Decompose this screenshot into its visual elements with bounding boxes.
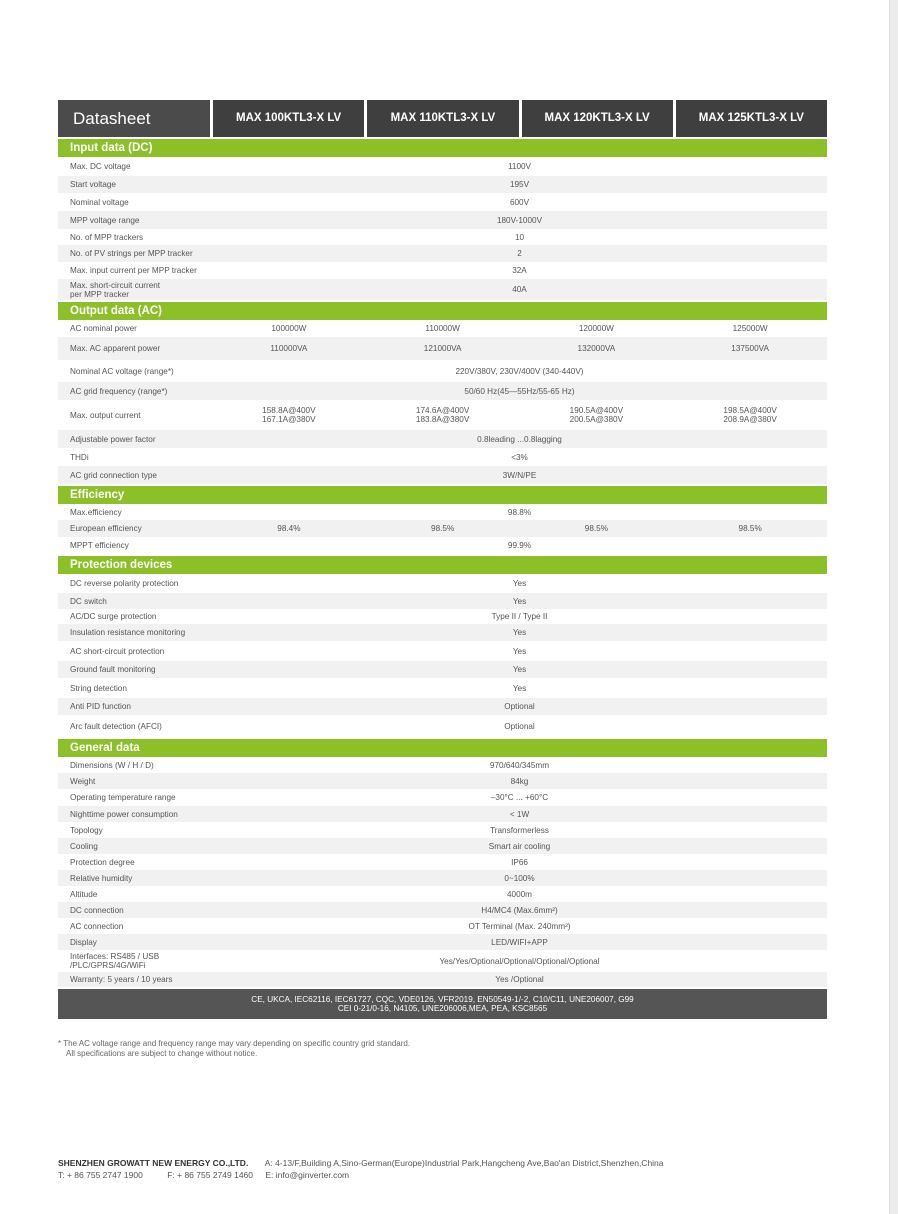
row-value-cell: 98.5% — [584, 524, 608, 533]
table-row — [58, 193, 827, 211]
row-label: AC grid connection type — [70, 470, 157, 480]
table-row — [58, 382, 827, 400]
row-value: Yes — [512, 596, 527, 606]
row-value: Yes — [512, 628, 527, 637]
table-row — [58, 678, 827, 698]
table-row — [58, 279, 827, 300]
datasheet-title: Datasheet — [58, 100, 210, 137]
table-row — [58, 609, 827, 624]
table-row — [58, 789, 827, 806]
table-row — [58, 320, 827, 337]
table-row — [58, 757, 827, 773]
row-label: No. of MPP trackers — [70, 232, 144, 242]
table-row — [58, 593, 827, 609]
table-row — [58, 773, 827, 789]
row-label: Arc fault detection (AFCI) — [70, 721, 162, 731]
footnote-line: All specifications are subject to change without notice. — [66, 1049, 258, 1058]
row-label: Nominal AC voltage (range*) — [70, 366, 174, 376]
row-label: Warranty: 5 years / 10 years — [70, 975, 173, 984]
row-value: OT Terminal (Max. 240mm²) — [468, 921, 571, 931]
row-label: THDi — [70, 452, 89, 462]
row-value-cell: 132000VA — [577, 344, 616, 353]
section-header: Protection devices — [58, 556, 827, 574]
row-value: 4000m — [506, 889, 533, 899]
row-value-cell: 174.6A@400V 183.8A@380V — [415, 406, 470, 424]
company-name: SHENZHEN GROWATT NEW ENERGY CO.,LTD. — [58, 1158, 249, 1168]
row-label: Nighttime power consumption — [70, 809, 178, 819]
row-label: Max. short-circuit current per MPP tracker — [70, 280, 161, 299]
table-header — [58, 100, 827, 137]
row-value: 2 — [517, 249, 522, 258]
footnote-line: * The AC voltage range and frequency range may vary depending on specific country grid standard. — [58, 1039, 411, 1048]
model-header: MAX 125KTL3-X LV — [676, 100, 827, 137]
row-value: 180V-1000V — [496, 215, 543, 225]
row-label: Altitude — [70, 889, 98, 899]
row-label: AC short-circuit protection — [70, 646, 165, 656]
spec-sections — [58, 139, 827, 987]
row-value: Yes — [512, 579, 527, 588]
table-row — [58, 854, 827, 870]
row-label: MPP voltage range — [70, 215, 140, 225]
company-phone: T: + 86 755 2747 1900 — [58, 1170, 143, 1180]
row-value: <3% — [511, 452, 528, 462]
row-value: H4/MC4 (Max.6mm²) — [481, 905, 558, 915]
table-row — [58, 870, 827, 886]
page-edge — [889, 0, 898, 1214]
row-value: 10 — [514, 232, 525, 242]
row-value-cell: 110000VA — [270, 344, 308, 353]
table-row — [58, 661, 827, 678]
row-label: AC connection — [70, 921, 124, 931]
row-value: 220V/380V, 230V/400V (340-440V) — [455, 366, 584, 376]
row-value: Yes/Yes/Optional/Optional/Optional/Optional — [439, 956, 600, 966]
section-header: Output data (AC) — [58, 302, 827, 320]
table-row — [58, 950, 827, 972]
row-label: Operating temperature range — [70, 793, 176, 802]
row-value: 40A — [512, 285, 527, 294]
row-value: Yes — [512, 665, 527, 674]
row-label: AC grid frequency (range*) — [70, 386, 168, 396]
table-row — [58, 400, 827, 430]
row-label: Weight — [70, 776, 96, 786]
row-label: Start voltage — [70, 180, 116, 189]
row-label: MPPT efficiency — [70, 541, 129, 550]
table-row — [58, 229, 827, 245]
row-label: Insulation resistance monitoring — [70, 628, 186, 637]
row-label: Cooling — [70, 841, 98, 851]
row-value: 0.8leading ...0.8lagging — [477, 434, 562, 444]
row-value: LED/WIFI+APP — [491, 937, 548, 947]
row-label: Protection degree — [70, 857, 135, 867]
row-label: AC nominal power — [70, 324, 137, 333]
table-row — [58, 360, 827, 382]
table-row — [58, 262, 827, 279]
row-value: Transformerless — [490, 825, 549, 835]
datasheet-table — [58, 100, 827, 1019]
table-row — [58, 641, 827, 661]
row-label: String detection — [70, 683, 127, 693]
model-header: MAX 110KTL3-X LV — [367, 100, 518, 137]
row-label: No. of PV strings per MPP tracker — [70, 249, 193, 258]
table-row — [58, 715, 827, 737]
row-label: AC/DC surge protection — [70, 612, 157, 621]
table-row — [58, 448, 827, 466]
row-value-cell: 125000W — [732, 324, 768, 333]
row-value: 32A — [512, 266, 527, 275]
table-row — [58, 157, 827, 176]
company-footer — [58, 1157, 664, 1181]
row-value: Yes — [512, 646, 527, 656]
table-row — [58, 624, 827, 641]
row-value-cell: 137500VA — [731, 344, 769, 353]
row-label: Max. input current per MPP tracker — [70, 266, 197, 275]
row-label: Nominal voltage — [70, 197, 129, 207]
table-row — [58, 466, 827, 484]
row-value-cell: 100000W — [271, 324, 307, 333]
row-value: 99.9% — [507, 541, 532, 550]
row-value: –30°C ... +60°C — [490, 793, 549, 802]
table-row — [58, 838, 827, 854]
row-label: Max. AC apparent power — [70, 344, 161, 353]
row-label: DC switch — [70, 596, 107, 606]
row-label: Adjustable power factor — [70, 434, 156, 444]
row-value: IP66 — [511, 857, 528, 867]
row-value-cell: 120000W — [578, 324, 614, 333]
table-row — [58, 430, 827, 448]
table-row — [58, 537, 827, 554]
table-row — [58, 698, 827, 715]
row-value: 98.8% — [507, 507, 532, 517]
row-value: 195V — [509, 180, 530, 189]
table-row — [58, 245, 827, 262]
row-label: Max.efficiency — [70, 507, 122, 517]
row-value-cell: 198.5A@400V 208.9A@380V — [723, 406, 777, 424]
row-value: Type II / Type II — [491, 612, 548, 621]
row-value: Optional — [504, 702, 535, 711]
row-value: 1100V — [507, 162, 532, 171]
row-label: Ground fault monitoring — [70, 665, 156, 674]
row-value-cell: 98.4% — [277, 524, 301, 533]
row-label: European efficiency — [70, 524, 142, 533]
table-row — [58, 822, 827, 838]
row-value: 3W/N/PE — [502, 470, 537, 480]
row-value: 84kg — [510, 776, 529, 786]
table-row — [58, 504, 827, 520]
row-value-cell: 98.5% — [738, 524, 762, 533]
row-value-cell: 190.5A@400V 200.5A@380V — [569, 406, 624, 424]
row-label: Display — [70, 937, 97, 947]
table-row — [58, 176, 827, 193]
section-header: General data — [58, 739, 827, 757]
row-label: Interfaces: RS485 / USB /PLC/GPRS/4G/WiFi — [70, 952, 160, 970]
row-value: Yes /Optional — [495, 975, 544, 984]
model-header: MAX 120KTL3-X LV — [522, 100, 673, 137]
table-row — [58, 211, 827, 229]
table-row — [58, 972, 827, 987]
certifications-line: CEI 0-21/0-16, N4105, UNE206006,MEA, PEA, KSC8565 — [337, 1004, 548, 1013]
table-row — [58, 886, 827, 902]
row-value: Smart air cooling — [488, 841, 551, 851]
row-label: Max. output current — [70, 410, 141, 420]
table-row — [58, 520, 827, 537]
row-label: DC reverse polarity protection — [70, 579, 179, 588]
certifications-line: CE, UKCA, IEC62116, IEC61727, CQC, VDE0126, VFR2019, EN50549-1/-2, C10/C11, UNE206007, G99 — [251, 994, 634, 1004]
row-value-cell: 110000W — [425, 324, 460, 333]
row-value: < 1W — [509, 809, 530, 819]
table-row — [58, 918, 827, 934]
row-value: 970/640/345mm — [489, 760, 550, 770]
row-value: 600V — [509, 197, 530, 207]
company-email[interactable]: E: info@ginverter.com — [265, 1170, 350, 1180]
table-row — [58, 574, 827, 593]
table-row — [58, 902, 827, 918]
table-row — [58, 934, 827, 950]
model-header: MAX 100KTL3-X LV — [213, 100, 364, 137]
footnote — [58, 1039, 410, 1059]
row-value-cell: 121000VA — [423, 344, 462, 353]
row-value: Yes — [512, 683, 527, 693]
row-value-cell: 158.8A@400V 167.1A@380V — [262, 406, 316, 424]
row-value: Optional — [504, 721, 535, 731]
row-label: Max. DC voltage — [70, 162, 131, 171]
section-header: Input data (DC) — [58, 139, 827, 157]
row-value-cell: 98.5% — [431, 524, 455, 533]
row-value: 0~100% — [504, 873, 535, 883]
row-label: Dimensions (W / H / D) — [70, 760, 154, 770]
section-header: Efficiency — [58, 486, 827, 504]
row-label: DC connection — [70, 905, 124, 915]
company-address: A: 4-13/F,Building A,Sino-German(Europe)Industrial Park,Hangcheng Ave,Bao'an District,Shenzhen,China — [264, 1158, 664, 1168]
row-label: Relative humidity — [70, 873, 133, 883]
row-label: Topology — [70, 825, 103, 835]
table-row — [58, 337, 827, 360]
certifications-bar — [58, 989, 827, 1019]
table-row — [58, 806, 827, 822]
row-label: Anti PID function — [70, 702, 131, 711]
row-value: 50/60 Hz(45—55Hz/55-65 Hz) — [464, 386, 575, 396]
company-fax: F: + 86 755 2749 1460 — [167, 1170, 253, 1180]
